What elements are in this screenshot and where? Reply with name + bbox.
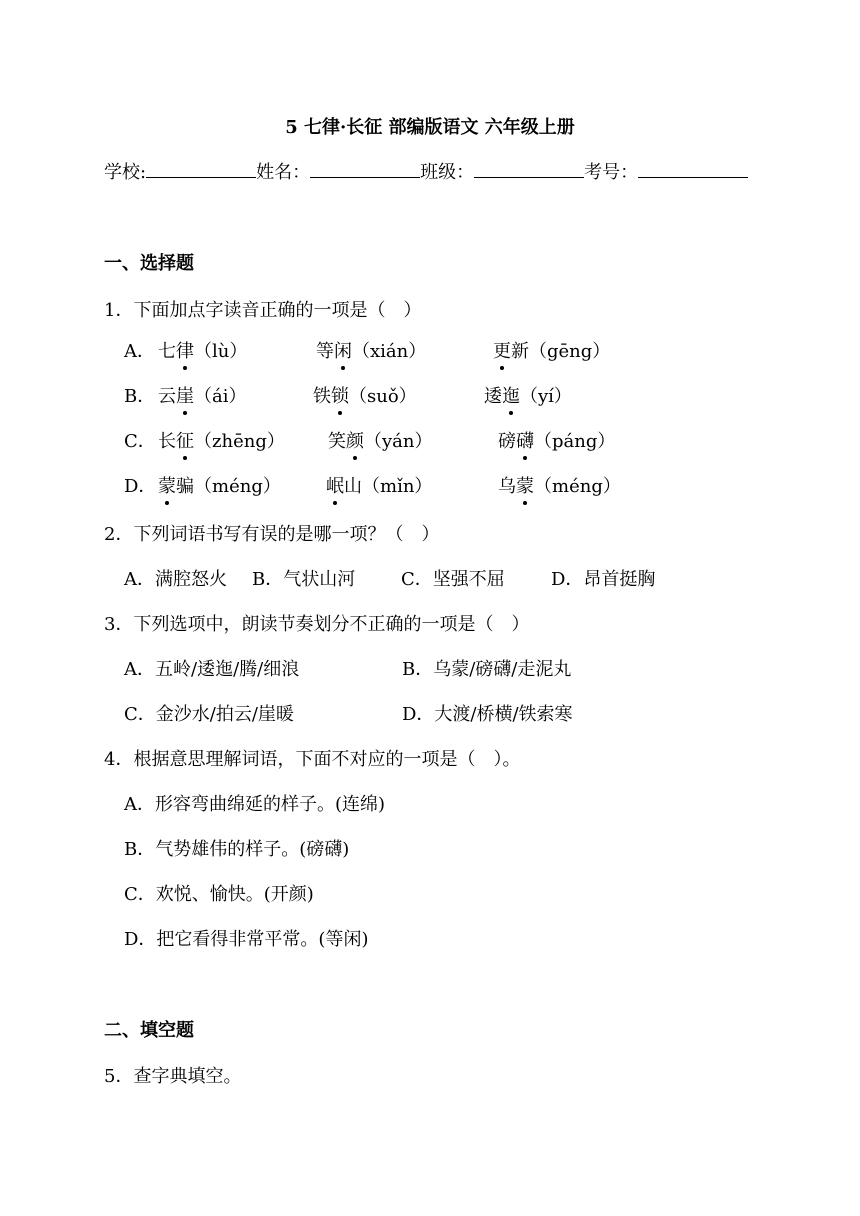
id-label: 考号： (584, 162, 639, 183)
question-2-stem: 2．下列词语书写有误的是哪一项？（ ） (104, 524, 440, 545)
q1-option-c-letter: C． (124, 431, 156, 452)
class-label: 班级： (420, 162, 475, 183)
q3-option-a: A．五岭/逶迤/腾/细浪 (124, 659, 300, 680)
q1-option-b-word-3: 逶迤（yí） (484, 382, 572, 408)
q1-option-d-word-1: 蒙骗（méng） (158, 472, 281, 498)
q1-option-d-word-3: 乌蒙（méng） (498, 472, 621, 498)
q1-option-d-word-2: 岷山（mǐn） (326, 472, 432, 498)
q1-option-a-letter: A． (124, 341, 155, 362)
question-5-stem: 5．查字典填空。 (104, 1066, 242, 1087)
class-blank[interactable] (474, 159, 584, 178)
q1-option-b-word-2: 铁锁（suǒ） (313, 382, 417, 408)
page-title: 5 七律·长征 部编版语文 六年级上册 (285, 117, 575, 138)
question-3-stem: 3．下列选项中，朗读节奏划分不正确的一项是（ ） (104, 614, 530, 635)
student-info-line (104, 158, 748, 184)
q1-option-c-word-1: 长征（zhēng） (158, 427, 285, 453)
q2-option-a: A．满腔怒火 (124, 569, 227, 590)
q2-option-c: C．坚强不屈 (401, 569, 505, 590)
school-label: 学校: (104, 162, 147, 183)
q1-option-b-word-1: 云崖（ái） (158, 382, 247, 408)
question-4-stem: 4．根据意思理解词语，下面不对应的一项是（ ）。 (104, 749, 521, 770)
section-heading-fill: 二、填空题 (104, 1020, 194, 1041)
q4-option-b: B．气势雄伟的样子。(磅礴) (124, 839, 350, 860)
id-blank[interactable] (638, 159, 748, 178)
question-1-stem: 1．下面加点字读音正确的一项是（ ） (104, 300, 422, 321)
q3-option-b: B．乌蒙/磅礴/走泥丸 (402, 659, 572, 680)
q1-option-c-word-3: 磅礴（páng） (498, 427, 615, 453)
name-blank[interactable] (310, 159, 420, 178)
q3-option-c: C．金沙水/拍云/崖暖 (124, 704, 294, 725)
school-blank[interactable] (146, 159, 256, 178)
q4-option-d: D．把它看得非常平常。(等闲) (124, 929, 369, 950)
q4-option-c: C．欢悦、愉快。(开颜) (124, 884, 314, 905)
q1-option-b-letter: B． (124, 386, 156, 407)
name-label: 姓名： (256, 162, 311, 183)
q1-option-d-letter: D． (124, 476, 157, 497)
q1-option-c-word-2: 笑颜（yán） (328, 427, 433, 453)
q1-option-a-word-2: 等闲（xián） (316, 337, 426, 363)
q1-option-a-word-3: 更新（gēng） (493, 337, 610, 363)
q1-option-a-word-1: 七律（lù） (158, 337, 247, 363)
q3-option-d: D．大渡/桥横/铁索寒 (402, 704, 573, 725)
section-heading-choice: 一、选择题 (104, 253, 194, 274)
q2-option-d: D．昂首挺胸 (551, 569, 656, 590)
q2-option-b: B．气状山河 (252, 569, 356, 590)
q4-option-a: A．形容弯曲绵延的样子。(连绵) (124, 794, 386, 815)
